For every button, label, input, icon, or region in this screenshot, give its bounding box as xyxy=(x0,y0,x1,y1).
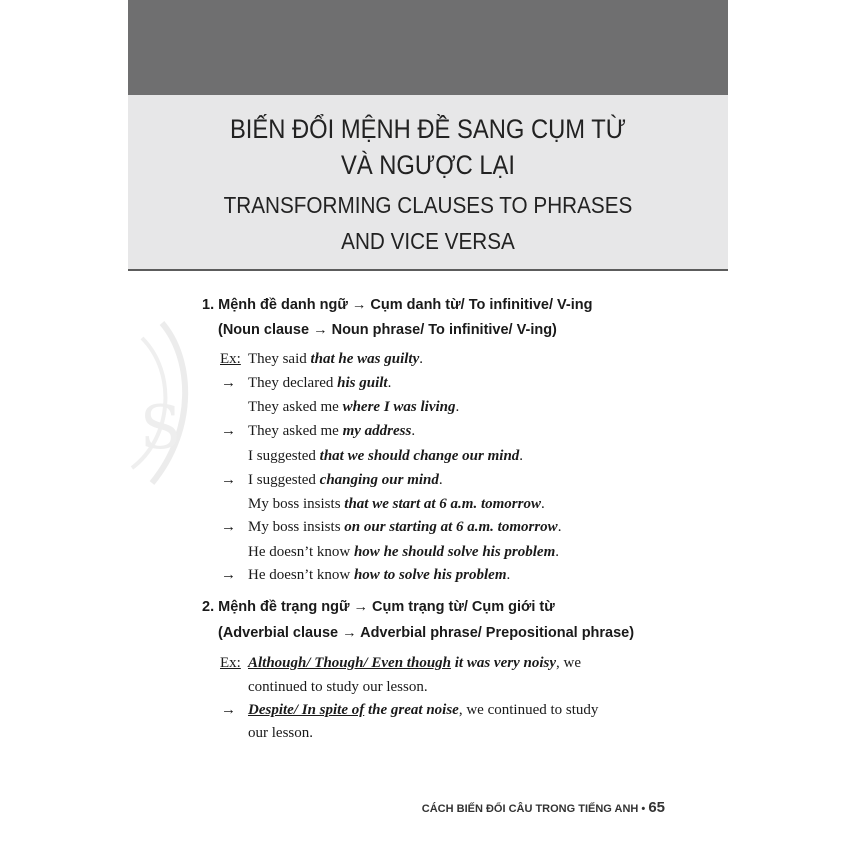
watermark-logo xyxy=(122,318,200,488)
example-line: They said that he was guilty. xyxy=(248,351,424,367)
arrow-icon: → xyxy=(221,423,236,439)
example-line: My boss insists that we start at 6 a.m. tomorrow. xyxy=(248,496,545,512)
example-line: They asked me my address. xyxy=(248,423,416,439)
arrow-icon: → xyxy=(221,702,236,718)
page-footer xyxy=(422,799,665,816)
example-line: They asked me where I was living. xyxy=(248,399,460,415)
vi-title-line-2: VÀ NGƯỢC LẠI xyxy=(340,150,516,180)
section-1-subheading: (Noun clause → Noun phrase/ To infinitive/ V-ing) xyxy=(218,322,557,338)
example-line: Despite/ In spite of the great noise, we continued to study xyxy=(248,702,599,718)
example-label: Ex: xyxy=(220,655,241,671)
example-line: our lesson. xyxy=(248,725,313,741)
example-line: They declared his guilt. xyxy=(248,375,392,391)
en-title-line-1: TRANSFORMING CLAUSES TO PHRASES xyxy=(223,192,633,218)
arrow-icon: → xyxy=(221,375,236,391)
section-2-subheading: (Adverbial clause → Adverbial phrase/ Prepositional phrase) xyxy=(218,625,635,641)
english-title xyxy=(158,187,698,259)
example-label: Ex: xyxy=(220,351,241,367)
example-line: He doesn’t know how to solve his problem. xyxy=(248,567,511,583)
page-number: 65 xyxy=(648,799,665,816)
header-band xyxy=(128,0,728,95)
example-line: I suggested that we should change our mind. xyxy=(248,448,524,464)
example-line: My boss insists on our starting at 6 a.m. tomorrow. xyxy=(248,519,562,535)
arrow-icon: → xyxy=(221,567,236,583)
arrow-icon: → xyxy=(221,472,236,488)
svg-text:S: S xyxy=(140,393,182,463)
arrow-icon: → xyxy=(221,519,236,535)
section-2-heading: 2. Mệnh đề trạng ngữ → Cụm trạng từ/ Cụm giới từ xyxy=(202,599,555,615)
vi-title-line-1: BIẾN ĐỔI MỆNH ĐỀ SANG CỤM TỪ xyxy=(229,114,627,144)
footer-book-title: CÁCH BIẾN ĐỔI CÂU TRONG TIẾNG ANH • xyxy=(421,803,646,815)
title-block xyxy=(128,95,728,271)
example-line: He doesn’t know how he should solve his problem. xyxy=(248,544,560,560)
example-line: I suggested changing our mind. xyxy=(248,472,443,488)
example-line: continued to study our lesson. xyxy=(248,679,428,695)
en-title-line-2: AND VICE VERSA xyxy=(341,228,515,254)
section-1-heading: 1. Mệnh đề danh ngữ → Cụm danh từ/ To infinitive/ V-ing xyxy=(202,297,593,313)
vietnamese-title xyxy=(164,111,692,183)
example-line: Although/ Though/ Even though it was very noisy, we xyxy=(248,655,581,671)
book-page xyxy=(128,0,728,855)
